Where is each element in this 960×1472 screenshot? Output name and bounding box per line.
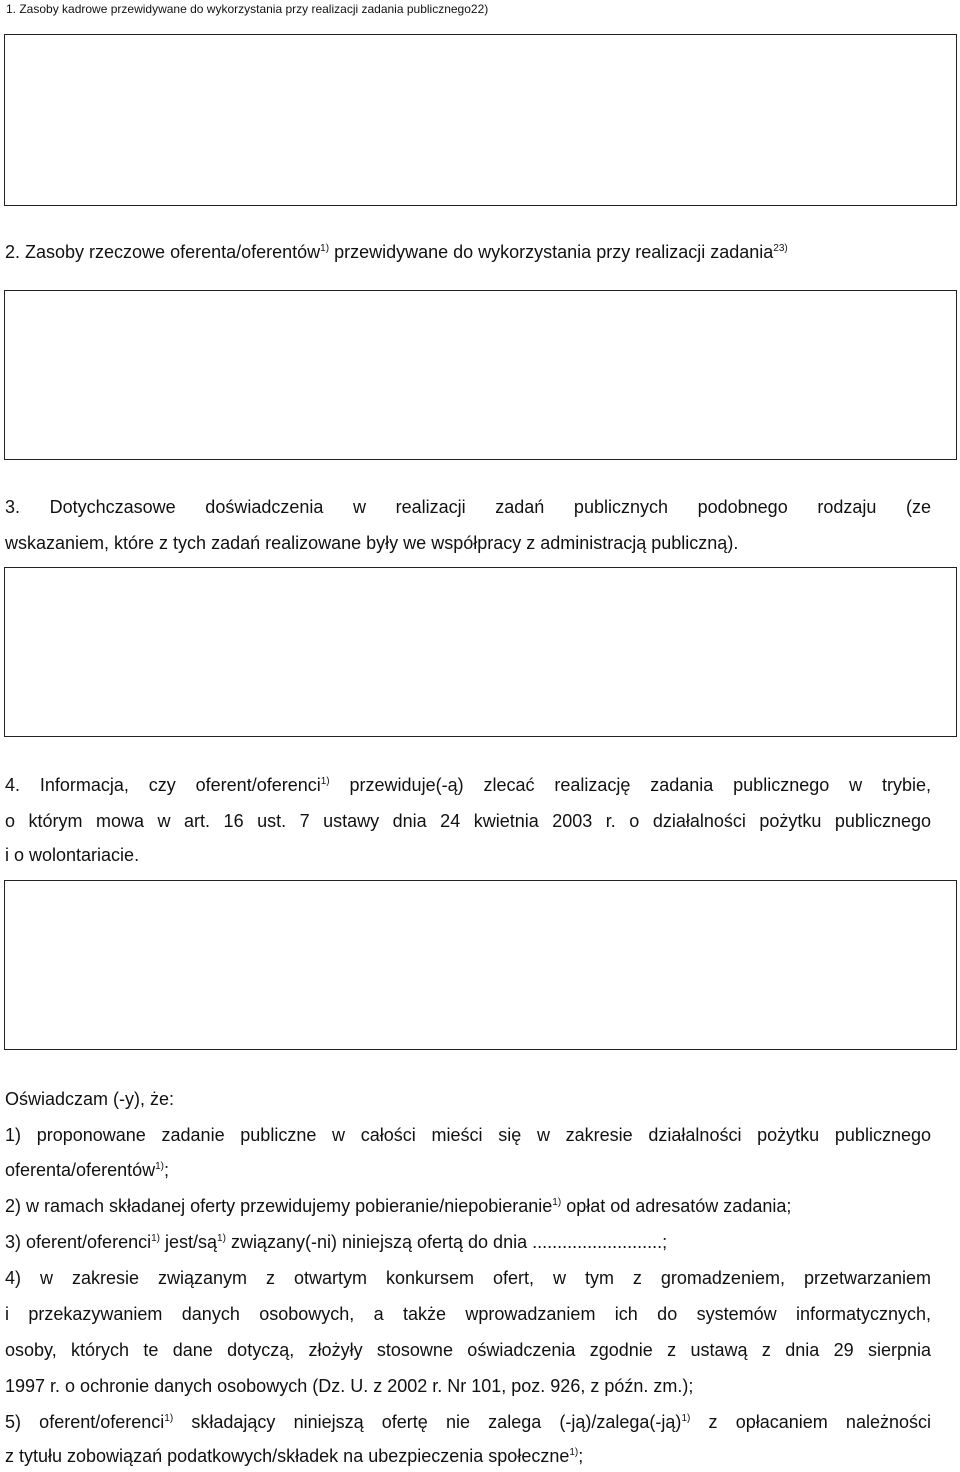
declaration-item-3	[5, 1232, 667, 1253]
section-4-text-b: przewiduje(-ą) zlecać realizację zadania publicznego w trybie,	[349, 775, 931, 795]
declaration-item-1-line-2	[5, 1160, 169, 1181]
footnote-ref: 1)	[151, 1233, 160, 1244]
section-2-text-a: 2. Zasoby rzeczowe oferenta/oferentów	[5, 242, 321, 262]
item-1-end: ;	[164, 1160, 170, 1180]
section-4-input-box[interactable]	[4, 880, 957, 1050]
item-5-line-2-end: ;	[578, 1446, 584, 1466]
item-5-line-2-text: z tytułu zobowiązań podatkowych/składek na ubezpieczenia społeczne	[5, 1446, 570, 1466]
section-2-text-b: przewidywane do wykorzystania przy realizacji zadania	[329, 242, 774, 262]
section-2-heading	[5, 242, 788, 263]
section-4-line-3: i o wolontariacie.	[5, 845, 140, 865]
section-2-input-box[interactable]	[4, 290, 957, 460]
declaration-item-5-line-2	[5, 1446, 583, 1467]
section-3-line-2: wskazaniem, które z tych zadań realizowane były we współpracy z administracją publiczną).	[5, 533, 739, 553]
item-2-text-a: 2) w ramach składanej oferty przewidujemy pobieranie/niepobieranie	[5, 1196, 553, 1216]
item-3-text-c: związany(-ni) niniejszą ofertą do dnia ..........................;	[225, 1232, 668, 1252]
footnote-ref: 1)	[217, 1233, 226, 1244]
declaration-item-5-line-1	[5, 1412, 931, 1433]
item-5-text-b: składający niniejszą ofertę nie zalega (-ją)/zalega(-ją)	[191, 1412, 682, 1432]
section-1-heading: 1. Zasoby kadrowe przewidywane do wykorzystania przy realizacji zadania publicznego22)	[6, 2, 489, 16]
declaration-item-4-line-1: 4) w zakresie związanym z otwartym konkursem ofert, w tym z gromadzeniem, przetwarzaniem	[5, 1268, 931, 1288]
item-1-text: oferenta/oferentów	[5, 1160, 156, 1180]
footnote-ref: 1)	[552, 1197, 562, 1208]
footnote-ref: 1)	[164, 1413, 174, 1424]
footnote-ref: 1)	[320, 243, 330, 254]
item-3-text-a: 3) oferent/oferenci	[5, 1232, 152, 1252]
declaration-item-2	[5, 1196, 791, 1217]
item-3-text-b: jest/są	[160, 1232, 218, 1252]
footnote-ref: 1)	[569, 1447, 579, 1458]
section-4-line-2: o którym mowa w art. 16 ust. 7 ustawy dnia 24 kwietnia 2003 r. o działalności pożytku publicznego	[5, 811, 931, 831]
item-2-text-b: opłat od adresatów zadania;	[561, 1196, 792, 1216]
footnote-ref: 23)	[773, 243, 788, 254]
item-5-text-c: z opłacaniem należności	[708, 1412, 931, 1432]
declaration-item-4-line-2: i przekazywaniem danych osobowych, a także wprowadzaniem ich do systemów informatycznych,	[5, 1304, 931, 1324]
section-1-input-box[interactable]	[4, 34, 957, 206]
declaration-item-1-line-1: 1) proponowane zadanie publiczne w całości mieści się w zakresie działalności pożytku publicznego	[5, 1125, 931, 1145]
declaration-item-4-line-4: 1997 r. o ochronie danych osobowych (Dz. U. z 2002 r. Nr 101, poz. 926, z późn. zm.);	[5, 1376, 694, 1396]
footnote-ref: 1)	[681, 1413, 691, 1424]
section-4-text-a: 4. Informacja, czy oferent/oferenci	[5, 775, 321, 795]
declaration-item-4-line-3: osoby, których te dane dotyczą, złożyły stosowne oświadczenia zgodnie z ustawą z dnia 29 sierpnia	[5, 1340, 931, 1360]
footnote-ref: 1)	[155, 1161, 165, 1172]
declaration-heading: Oświadczam (-y), że:	[5, 1089, 175, 1109]
section-3-input-box[interactable]	[4, 567, 957, 737]
section-4-line-1	[5, 775, 931, 796]
item-5-text-a: 5) oferent/oferenci	[5, 1412, 165, 1432]
section-3-line-1: 3. Dotychczasowe doświadczenia w realizacji zadań publicznych podobnego rodzaju (ze	[5, 497, 931, 517]
footnote-ref: 1)	[320, 776, 330, 787]
